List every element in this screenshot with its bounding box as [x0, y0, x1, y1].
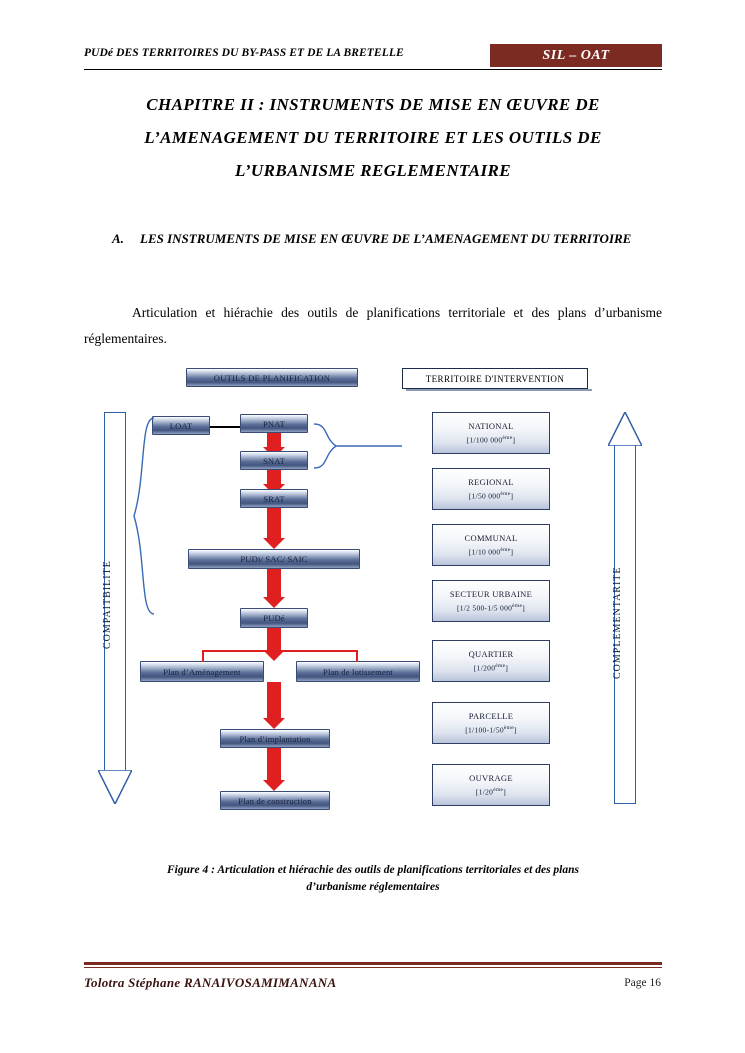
territory-name-national: NATIONAL — [468, 420, 514, 431]
red-arrow-shaft-3 — [267, 508, 281, 538]
plan-row-connector — [202, 650, 358, 652]
red-arrow-shaft-4 — [267, 569, 281, 597]
territory-name-communal: COMMUNAL — [464, 532, 518, 543]
page-title — [84, 88, 662, 187]
complementarity-axis-label: COMPLEMENTARITE — [612, 566, 623, 680]
footer-page-number: Page 16 — [624, 977, 661, 989]
tool-box-loat: LOAT — [152, 416, 210, 435]
header-shadow — [406, 389, 592, 391]
territory-box-parcelle — [432, 702, 550, 744]
territory-name-quartier: QUARTIER — [468, 648, 514, 659]
tool-box-plan-amenagement: Plan d’Aménagement — [140, 661, 264, 682]
header-title: PUDé DES TERRITOIRES DU BY-PASS ET DE LA BRETELLE — [84, 47, 404, 59]
tool-box-plan-lotissement: Plan de lotissement — [296, 661, 420, 682]
red-arrow-head-3 — [263, 538, 285, 549]
compatibility-axis-label: COMPAITBILITE — [102, 560, 113, 650]
page-header — [84, 44, 662, 68]
red-arrow-head-7 — [263, 780, 285, 791]
red-arrow-shaft-7 — [267, 748, 281, 780]
chapter-title-line-1: CHAPITRE II : INSTRUMENTS DE MISE EN ŒUVRE DE — [146, 95, 600, 114]
chapter-title-line-3: L’URBANISME REGLEMENTAIRE — [235, 161, 511, 180]
territory-box-national — [432, 412, 550, 454]
footer-author: Tolotra Stéphane RANAIVOSAMIMANANA — [84, 975, 337, 990]
territory-scale-national: [1/100 000ème] — [466, 434, 516, 445]
territory-box-regional — [432, 468, 550, 510]
territory-name-regional: REGIONAL — [468, 476, 514, 487]
territory-name-ouvrage: OUVRAGE — [469, 772, 513, 783]
territory-name-parcelle: PARCELLE — [468, 710, 514, 721]
tool-box-plan-construction: Plan de construction — [220, 791, 330, 810]
figure-caption-line-1: Figure 4 : Articulation et hiérachie des outils de planifications territoriales et des plans — [166, 864, 579, 876]
footer-divider-thick — [84, 962, 662, 965]
plan-row-connector-right — [356, 650, 358, 662]
territory-box-quartier — [432, 640, 550, 682]
section-heading-a — [112, 226, 632, 252]
territory-box-secteur-urbaine — [432, 580, 550, 622]
plan-row-connector-left — [202, 650, 204, 662]
paragraph-text: Articulation et hiérachie des outils de planifications territoriale et des plans d’urbanisme réglementaires. — [84, 305, 662, 346]
header-divider — [84, 69, 662, 70]
tool-box-pnat: PNAT — [240, 414, 308, 433]
tool-box-snat: SNAT — [240, 451, 308, 470]
territory-box-communal — [432, 524, 550, 566]
territory-scale-communal: [1/10 000ème] — [468, 546, 514, 557]
section-marker: A. — [112, 231, 124, 246]
tool-box-plan-implantation: Plan d’implantation — [220, 729, 330, 748]
territory-scale-parcelle: [1/100-1/50ème] — [465, 724, 517, 735]
tool-box-pude: PUDé — [240, 608, 308, 628]
section-heading-text: LES INSTRUMENTS DE MISE EN ŒUVRE DE L’AMENAGEMENT DU TERRITOIRE — [140, 231, 632, 246]
footer-divider-thin — [84, 967, 662, 968]
left-brace — [130, 416, 156, 616]
red-arrow-shaft-2 — [267, 470, 281, 484]
territory-scale-regional: [1/50 000ème] — [468, 490, 514, 501]
red-arrow-head-4 — [263, 597, 285, 608]
header-badge: SIL – OAT — [490, 44, 662, 67]
tool-box-srat: SRAT — [240, 489, 308, 508]
red-arrow-shaft-1 — [267, 433, 281, 447]
tool-box-pudi: PUDi/ SAC/ SAIC — [188, 549, 360, 569]
territory-box-ouvrage — [432, 764, 550, 806]
figure-caption — [104, 862, 642, 896]
pnat-snat-bracket — [312, 416, 404, 476]
diagram-column-header-tools: OUTILS DE PLANIFICATION — [186, 368, 358, 387]
red-arrow-head-6 — [263, 718, 285, 729]
red-arrow-shaft-6 — [267, 682, 281, 718]
red-arrow-shaft-5 — [267, 628, 281, 650]
territory-scale-secteur-urbaine: [1/2 500-1/5 000ème] — [456, 602, 526, 613]
intro-paragraph — [84, 300, 662, 352]
figure-diagram — [84, 360, 662, 850]
territory-scale-ouvrage: [1/20ème] — [475, 786, 507, 797]
chapter-title-line-2: L’AMENAGEMENT DU TERRITOIRE ET LES OUTILS DE — [144, 128, 602, 147]
figure-caption-line-2: d’urbanisme réglementaires — [306, 881, 440, 893]
territory-scale-quartier: [1/200ème] — [473, 662, 509, 673]
diagram-column-header-territory: TERRITOIRE D'INTERVENTION — [402, 368, 588, 389]
territory-name-secteur-urbaine: SECTEUR URBAINE — [449, 588, 533, 599]
